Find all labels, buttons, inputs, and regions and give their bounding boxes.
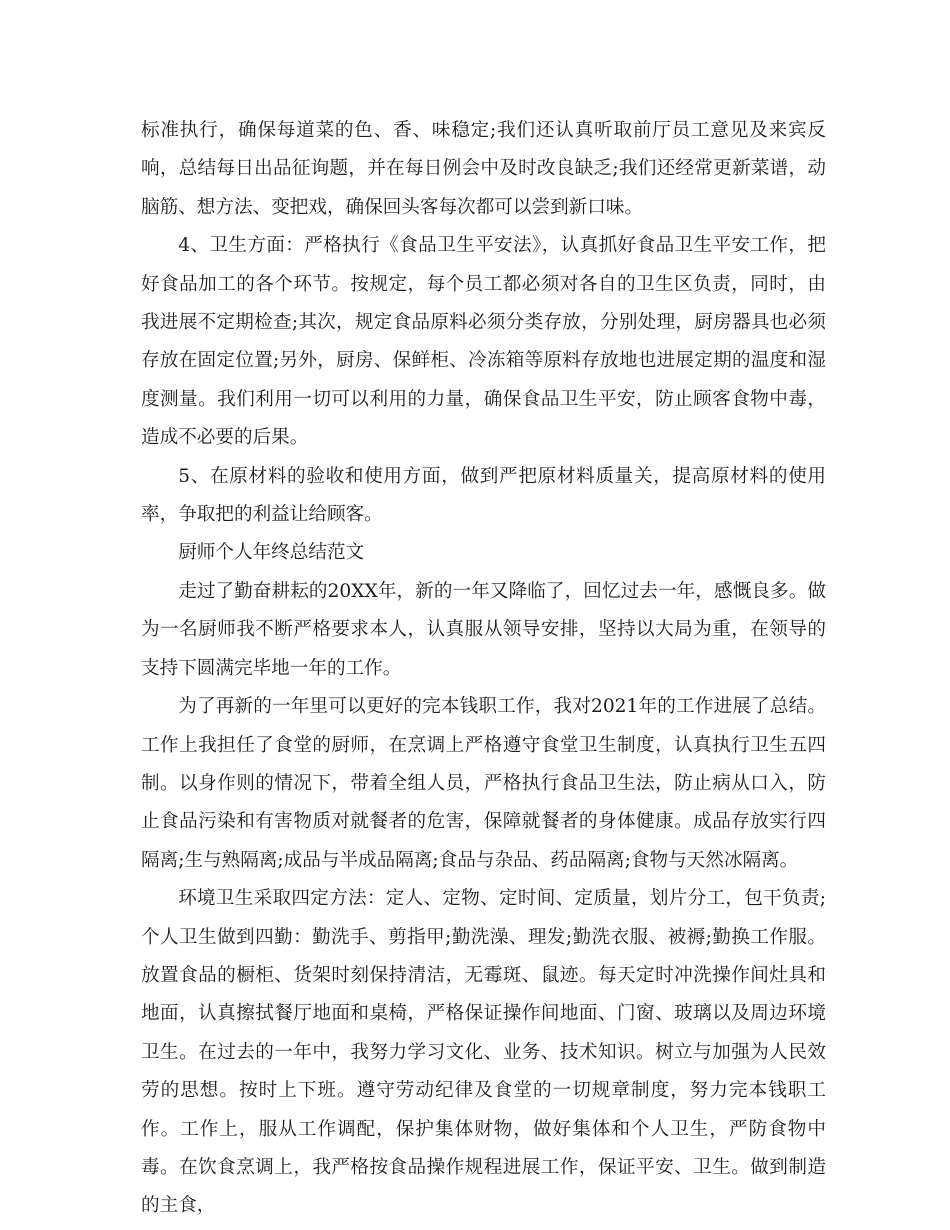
paragraph-continuation: 标准执行，确保每道菜的色、香、味稳定;我们还认真听取前厅员工意见及来宾反响，总结每日出品征询题，并在每日例会中及时改良缺乏;我们还经常更新菜谱，动脑筋、想方法、变把戏，确保回头客每次都可以尝到新口味。 (141, 120, 826, 218)
document-body (141, 112, 826, 1226)
paragraph-work-summary: 为了再新的一年里可以更好的完本钱职工作，我对2021年的工作进展了总结。工作上我担任了食堂的厨师，在烹调上严格遵守食堂卫生制度，认真执行卫生五四制。以身作则的情况下，带着全组人员，严格执行食品卫生法，防止病从口入，防止食品污染和有害物质对就餐者的危害，保障就餐者的身体健康。成品存放实行四隔离;生与熟隔离;成品与半成品隔离;食品与杂品、药品隔离;食物与天然冰隔离。 (141, 696, 826, 871)
paragraph-intro: 走过了勤奋耕耘的20XX年，新的一年又降临了，回忆过去一年，感慨良多。做为一名厨师我不断严格要求本人，认真服从领导安排，坚持以大局为重，在领导的支持下圆满完毕地一年的工作。 (141, 580, 826, 679)
section-heading: 厨师个人年终总结范文 (178, 542, 365, 564)
paragraph-environment-hygiene: 环境卫生采取四定方法：定人、定物、定时间、定质量，划片分工，包干负责;个人卫生做到四勤：勤洗手、剪指甲;勤洗澡、理发;勤洗衣服、被褥;勤换工作服。放置食品的橱柜、货架时刻保持清洁，无霉斑、鼠迹。每天定时冲洗操作间灶具和地面，认真擦拭餐厅地面和桌椅，严格保证操作间地面、门窗、玻璃以及周边环境卫生。在过去的一年中，我努力学习文化、业务、技术知识。树立与加强为人民效劳的思想。按时上下班。遵守劳动纪律及食堂的一切规章制度，努力完本钱职工作。工作上，服从工作调配，保护集体财物，做好集体和个人卫生，严防食物中毒。在饮食烹调上，我严格按食品操作规程进展工作，保证平安、卫生。做到制造的主食， (141, 888, 826, 1217)
paragraph-hygiene: 4、卫生方面：严格执行《食品卫生平安法》，认真抓好食品卫生平安工作，把好食品加工的各个环节。按规定，每个员工都必须对各自的卫生区负责，同时，由我进展不定期检查;其次，规定食品原料必须分类存放，分别处理，厨房器具也必须存放在固定位置;另外，厨房、保鲜柜、冷冻箱等原料存放地也进展定期的温度和湿度测量。我们利用一切可以利用的力量，确保食品卫生平安，防止顾客食物中毒，造成不必要的后果。 (141, 235, 826, 449)
paragraph-raw-materials: 5、在原材料的验收和使用方面，做到严把原材料质量关，提高原材料的使用率，争取把的利益让给顾客。 (141, 465, 826, 526)
